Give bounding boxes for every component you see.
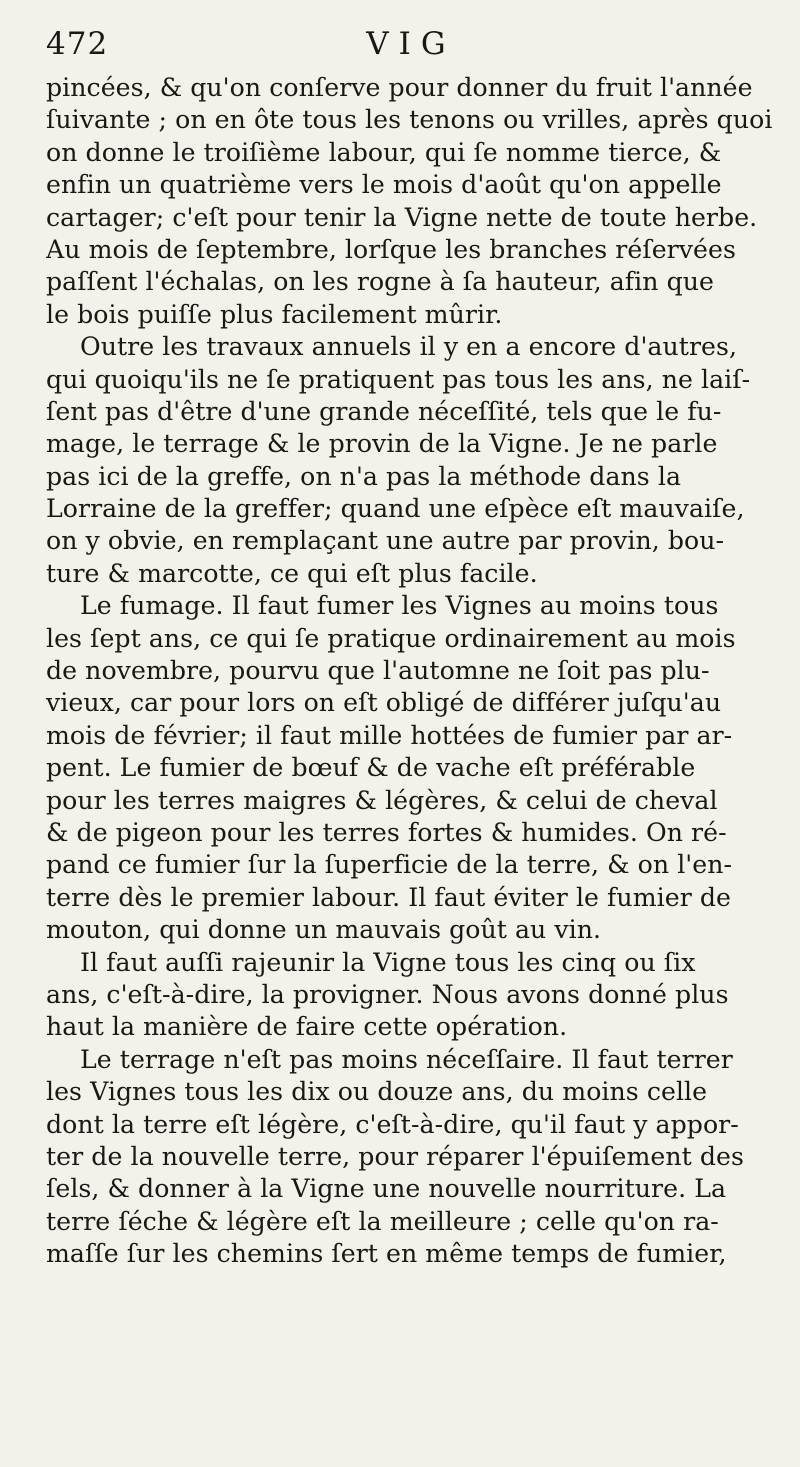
header-title: VIG xyxy=(366,26,456,62)
running-head xyxy=(46,20,776,68)
text-line: mouton, qui donne un mauvais goût au vin. xyxy=(46,915,602,945)
text-line: vieux, car pour lors on eſt obligé de différer juſqu'au xyxy=(46,688,722,718)
text-line: maſſe ſur les chemins ſert en même temps de fumier, xyxy=(46,1239,727,1269)
text-line: haut la manière de faire cette opération. xyxy=(46,1012,568,1042)
text-line: on y obvie, en remplaçant une autre par provin, bou- xyxy=(46,526,725,556)
text-line: & de pigeon pour les terres fortes & humides. On ré- xyxy=(46,817,727,847)
text-line: les Vignes tous les dix ou douze ans, du moins celle xyxy=(46,1077,708,1107)
page-number: 472 xyxy=(46,26,109,62)
text-line: pour les terres maigres & légères, & celui de cheval xyxy=(46,785,718,815)
text-line: qui quoiqu'ils ne ſe pratiquent pas tous les ans, ne laiſ- xyxy=(46,364,751,394)
text-line: enfin un quatrième vers le mois d'août qu'on appelle xyxy=(46,170,722,200)
text-line: de novembre, pourvu que l'automne ne ſoit pas plu- xyxy=(46,656,710,686)
text-block xyxy=(46,72,776,1270)
paragraph-start: Il faut auſſi rajeunir la Vigne tous les cinq ou ſix xyxy=(80,947,696,977)
text-line: ans, c'eſt-à-dire, la provigner. Nous avons donné plus xyxy=(46,979,729,1009)
text-line: mois de février; il faut mille hottées de fumier par ar- xyxy=(46,720,733,750)
text-line: Lorraine de la greffer; quand une eſpèce eſt mauvaiſe, xyxy=(46,494,745,524)
text-line: pincées, & qu'on conſerve pour donner du fruit l'année xyxy=(46,73,753,102)
text-line: le bois puiſſe plus facilement mûrir. xyxy=(46,299,503,329)
text-line: ſels, & donner à la Vigne une nouvelle nourriture. La xyxy=(46,1174,727,1204)
text-line: dont la terre eſt légère, c'eſt-à-dire, qu'il faut y appor- xyxy=(46,1109,739,1139)
paragraph-start: Le fumage. Il faut fumer les Vignes au moins tous xyxy=(80,591,719,621)
text-line: ſent pas d'être d'une grande néceſſité, tels que le fu- xyxy=(46,396,722,426)
text-line: mage, le terrage & le provin de la Vigne. Je ne parle xyxy=(46,429,718,459)
text-line: terre dès le premier labour. Il faut éviter le fumier de xyxy=(46,882,731,912)
text-line: terre ſéche & légère eſt la meilleure ; celle qu'on ra- xyxy=(46,1206,719,1236)
text-line: paſſent l'échalas, on les rogne à ſa hauteur, afin que xyxy=(46,267,714,297)
text-line: pand ce fumier ſur la ſuperficie de la terre, & on l'en- xyxy=(46,850,733,880)
text-line: pas ici de la greffe, on n'a pas la méthode dans la xyxy=(46,461,682,491)
text-line: on donne le troiſième labour, qui ſe nomme tierce, & xyxy=(46,137,722,167)
paragraph-start: Outre les travaux annuels il y en a encore d'autres, xyxy=(80,332,738,362)
text-line: ſuivante ; on en ôte tous les tenons ou vrilles, après quoi xyxy=(46,105,773,135)
text-line: Au mois de ſeptembre, lorſque les branches réſervées xyxy=(46,234,736,264)
text-line: pent. Le fumier de bœuf & de vache eſt préférable xyxy=(46,753,696,783)
paragraph-start: Le terrage n'eſt pas moins néceſſaire. Il faut terrer xyxy=(80,1044,733,1074)
text-line: les ſept ans, ce qui ſe pratique ordinairement au mois xyxy=(46,623,736,653)
text-line: cartager; c'eſt pour tenir la Vigne nette de toute herbe. xyxy=(46,202,758,232)
text-line: ture & marcotte, ce qui eſt plus facile. xyxy=(46,558,538,588)
text-line: ter de la nouvelle terre, pour réparer l'épuiſement des xyxy=(46,1141,744,1171)
